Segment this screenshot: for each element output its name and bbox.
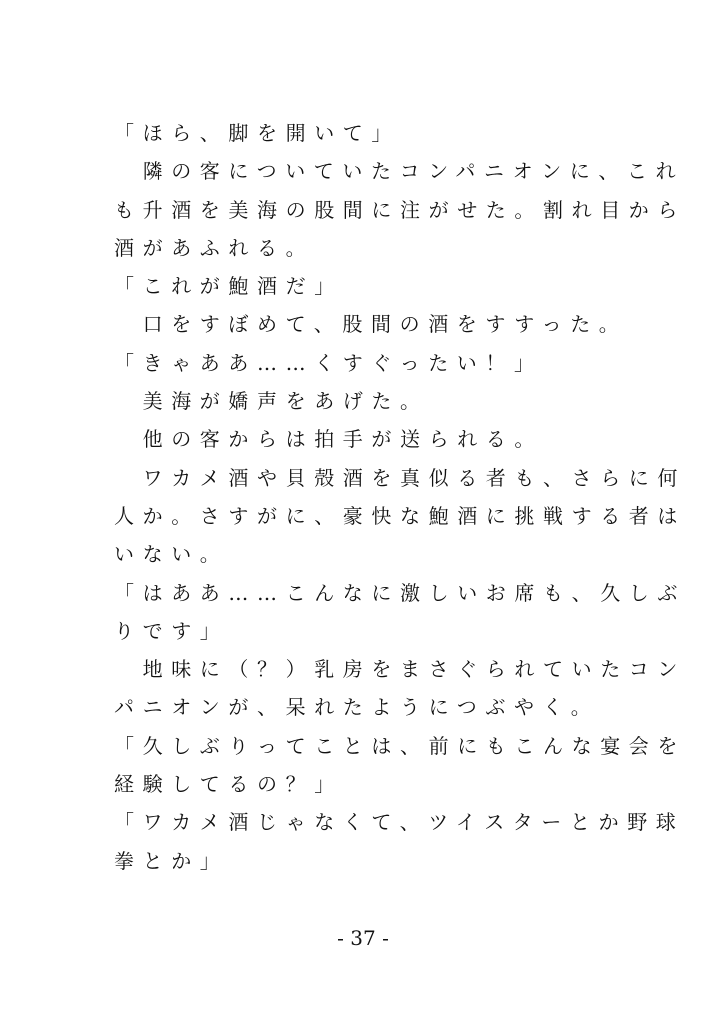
text-line: 口をすぼめて、股間の酒をすすった。 <box>114 312 628 337</box>
text-line: いない。 <box>114 542 229 567</box>
text-line: 経験してるの？」 <box>114 772 343 797</box>
text-line: 地味に（？）乳房をまさぐられていたコン <box>114 657 686 682</box>
text-line: 「久しぶりってことは、前にもこんな宴会を <box>114 733 686 758</box>
text-line: 「きゃああ……くすぐったい！」 <box>114 350 543 375</box>
text-line: 「これが鮑酒だ」 <box>114 274 343 299</box>
text-line: 他の客からは拍手が送られる。 <box>114 427 543 452</box>
text-line: 美海が嬌声をあげた。 <box>114 389 429 414</box>
text-line: 隣の客についていたコンパニオンに、これ <box>114 159 685 184</box>
text-line: 「ほら、脚を開いて」 <box>114 121 400 145</box>
text-line: 拳とか」 <box>114 848 229 873</box>
text-line: 酒があふれる。 <box>114 235 315 260</box>
text-line: りです」 <box>114 618 229 643</box>
text-line: 「ワカメ酒じゃなくて、ツイスターとか野球 <box>114 810 685 835</box>
text-line: も升酒を美海の股間に注がせた。割れ目から <box>114 197 686 222</box>
page-number: - 37 - <box>337 926 389 950</box>
text-line: パニオンが、呆れたようにつぶやく。 <box>114 695 600 720</box>
body-text <box>114 114 686 880</box>
text-line: 「はああ……こんなに激しいお席も、久しぶ <box>114 580 686 605</box>
text-line: ワカメ酒や貝殻酒を真似る者も、さらに何 <box>114 465 686 490</box>
text-line: 人か。さすがに、豪快な鮑酒に挑戦する者は <box>114 503 686 528</box>
